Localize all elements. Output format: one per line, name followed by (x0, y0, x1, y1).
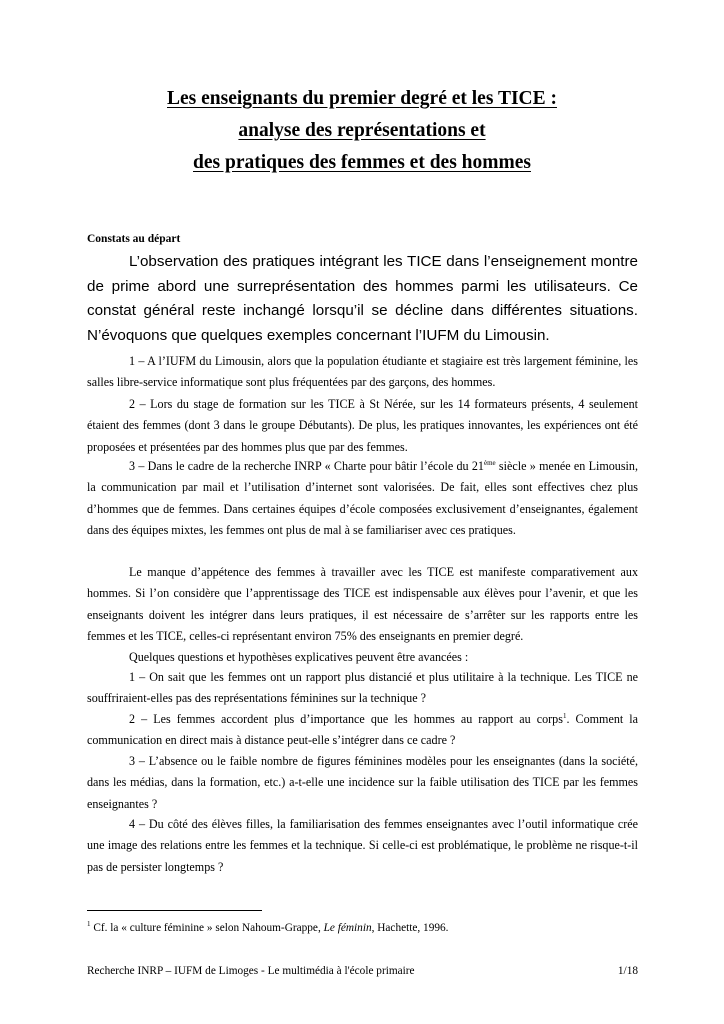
footnote-divider (87, 910, 262, 911)
footnote-text: , Hachette, 1996. (371, 922, 449, 934)
footnote-book-title: Le féminin (323, 922, 372, 934)
footnote-marker: 1 (87, 920, 91, 929)
paragraph-appetence: Le manque d’appétence des femmes à travailler avec les TICE est manifeste comparativement aux hommes. Si l’on considère que l’apprentissage des TICE est indispensable aux élèves pour l’avenir, et que les enseignants doivent les intégrer dans leurs pratiques, il est nécessaire de s’arrêter sur les rapports entre les femmes et les TICE, celles-ci représentant environ 75% des enseignants en premier degré. (87, 565, 638, 643)
paragraph-example-3 (87, 456, 638, 541)
page-number: 1/18 (617, 965, 638, 977)
title-line-2: analyse des représentations et (238, 120, 486, 141)
footnote-text: Cf. la « culture féminine » selon Nahoum-Grappe, (90, 922, 324, 934)
paragraph-question-4: 4 – Du côté des élèves filles, la familiarisation des femmes enseignantes avec l’outil informatique crée une image des relations entre les femmes et la technique. Si celle-ci est problématique, le problème ne risque-t-il pas de persister longtemps ? (87, 817, 638, 874)
superscript: ème (483, 458, 496, 467)
paragraph-questions-intro: Quelques questions et hypothèses explicatives peuvent être avancées : (129, 650, 469, 664)
title-line-1: Les enseignants du premier degré et les TICE : (167, 88, 557, 109)
paragraph-text: 3 – Dans le cadre de la recherche INRP « Charte pour bâtir l’école du 21 (129, 459, 484, 473)
paragraph-example-2: 2 – Lors du stage de formation sur les TICE à St Nérée, sur les 14 formateurs présents, 4 seulement étaient des femmes (dont 3 dans le groupe Débutants). De plus, les pratiques innovantes, les expériences ont été proposées et présentées par des hommes plus que par des femmes. (87, 397, 638, 454)
paragraph-text: siècle » menée en Limousin, la communication par mail et l’utilisation d’internet sont valorisées. De fait, elles sont effectives chez plus d’hommes que de femmes. Dans certaines équipes d’école composées exclusivement d’enseignantes, également dans des équipes mixtes, les femmes ont plus de mal à se familiariser avec ces pratiques. (87, 459, 638, 537)
paragraph-question-3: 3 – L’absence ou le faible nombre de figures féminines modèles pour les enseignantes (dans la société, dans les médias, dans la formation, etc.) a-t-elle une incidence sur la faible utilisation des TICE par les femmes enseignantes ? (87, 754, 638, 811)
lead-paragraph: L’observation des pratiques intégrant les TICE dans l’enseignement montre de prime abord une surreprésentation des hommes parmi les utilisateurs. Ce constat général reste inchangé lorsqu’il se décline dans différentes situations. N’évoquons que quelques exemples concernant l’IUFM du Limousin. (87, 253, 638, 344)
title-line-3: des pratiques des femmes et des hommes (193, 152, 531, 173)
paragraph-text: . Comment la communication en direct mais à distance peut-elle s’intégrer dans ce cadre ? (87, 712, 639, 748)
footnote-reference[interactable]: 1 (562, 711, 567, 720)
paragraph-question-2 (87, 709, 638, 752)
paragraph-text: 2 – Les femmes accordent plus d’importance que les hommes au rapport au corps (129, 712, 563, 726)
section-heading: Constats au départ (87, 233, 181, 245)
page-footer-title: Recherche INRP – IUFM de Limoges - Le multimédia à l'école primaire (87, 965, 415, 977)
paragraph-example-1: 1 – A l’IUFM du Limousin, alors que la population étudiante et stagiaire est très largement féminine, les salles libre-service informatique sont plus fréquentées par des garçons, des hommes. (87, 354, 638, 390)
paragraph-question-1: 1 – On sait que les femmes ont un rapport plus distancié et plus utilitaire à la technique. Les TICE ne souffriraient-elles pas des représentations féminines sur la technique ? (87, 670, 638, 706)
footnote (87, 920, 638, 936)
